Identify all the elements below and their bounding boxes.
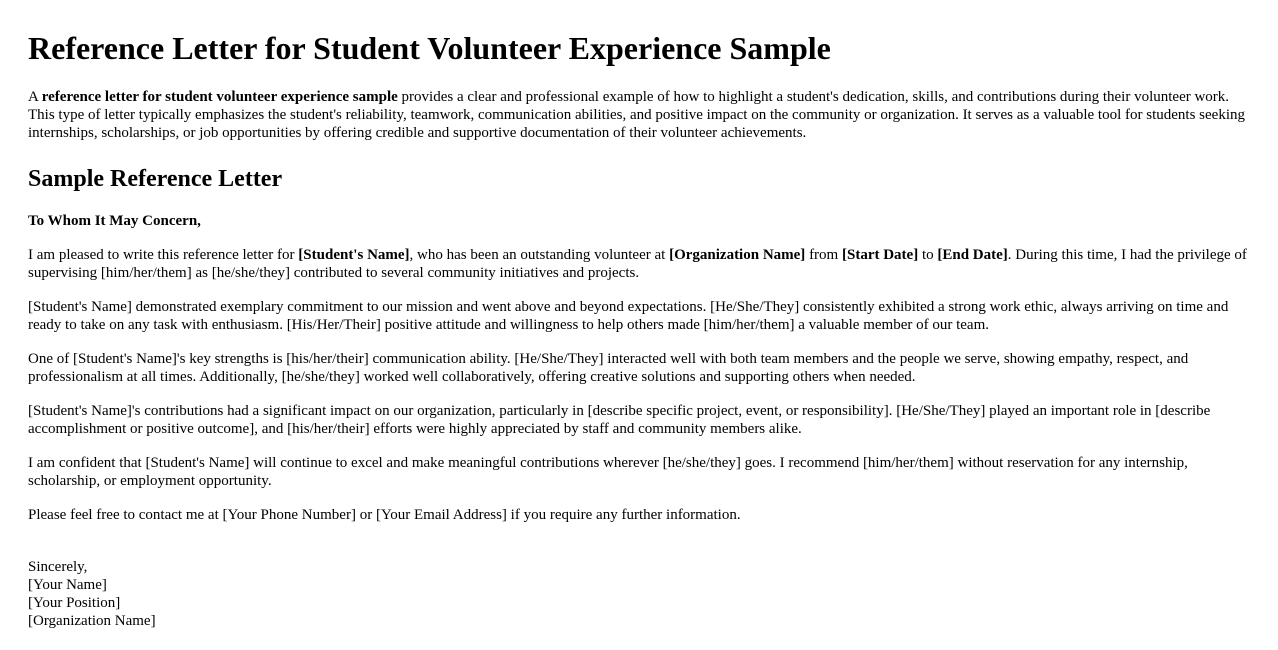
letter-paragraph-4: [Student's Name]'s contributions had a significant impact on our organization, particularly in [describe specific project, event, or responsibility]. [He/She/They] played an important role in [describe accomplishment or positive outcome], and [his/her/their] efforts were highly appreciated by staff and community members alike. <box>28 403 1211 437</box>
intro-paragraph <box>28 88 1250 142</box>
signoff-organization: [Organization Name] <box>28 613 156 629</box>
section-heading: Sample Reference Letter <box>28 166 283 192</box>
p1-text-a: I am pleased to write this reference letter for <box>28 247 299 263</box>
letter-paragraph-5: I am confident that [Student's Name] will continue to excel and make meaningful contributions wherever [he/she/they] goes. I recommend [him/her/them] without reservation for any internship, scholarship, or employment opportunity. <box>28 455 1188 489</box>
signoff-closing: Sincerely, <box>28 559 88 575</box>
letter-paragraph-2: [Student's Name] demonstrated exemplary commitment to our mission and went above and beyond expectations. [He/She/They] consistently exhibited a strong work ethic, always arriving on time and ready to take on any task with enthusiasm. [His/Her/Their] positive attitude and willingness to help others made [him/her/them] a valuable member of our team. <box>28 299 1229 333</box>
letter-paragraph-6: Please feel free to contact me at [Your Phone Number] or [Your Email Address] if you require any further information. <box>28 507 741 523</box>
p1-student-name: [Student's Name] <box>298 247 410 263</box>
signoff-name: [Your Name] <box>28 577 107 593</box>
letter-paragraph-3: One of [Student's Name]'s key strengths is [his/her/their] communication ability. [He/She/They] interacted well with both team members and the people we serve, showing empathy, respect, and professionalism at all times. Additionally, [he/she/they] worked well collaboratively, offering creative solutions and supporting others when needed. <box>28 351 1189 385</box>
page-title: Reference Letter for Student Volunteer Experience Sample <box>28 30 831 66</box>
p1-text-d: from <box>805 247 842 263</box>
signoff-position: [Your Position] <box>28 595 121 611</box>
p1-text-f: . During this time, I had the privilege of supervising [him/her/them] as [he/she/they] contributed to several community initiatives and projects. <box>28 247 1247 281</box>
letter-greeting: To Whom It May Concern, <box>28 213 201 229</box>
p1-start-date: [Start Date] <box>841 247 919 263</box>
p1-text-e: to <box>918 247 938 263</box>
intro-bold-phrase: reference letter for student volunteer experience sample <box>41 89 398 105</box>
p1-organization-name: [Organization Name] <box>669 247 806 263</box>
intro-rest: provides a clear and professional example of how to highlight a student's dedication, skills, and contributions during their volunteer work. This type of letter typically emphasizes the student's reliability, teamwork, communication abilities, and positive impact on the community or organization. It serves as a valuable tool for students seeking internships, scholarships, or job opportunities by offering credible and supportive documentation of their volunteer achievements. <box>28 89 1245 141</box>
intro-lead: A <box>28 89 42 105</box>
letter-signoff <box>28 558 1250 630</box>
p1-text-c: , who has been an outstanding volunteer at <box>409 247 670 263</box>
p1-end-date: [End Date] <box>937 247 1008 263</box>
letter-paragraph-1 <box>28 246 1250 282</box>
